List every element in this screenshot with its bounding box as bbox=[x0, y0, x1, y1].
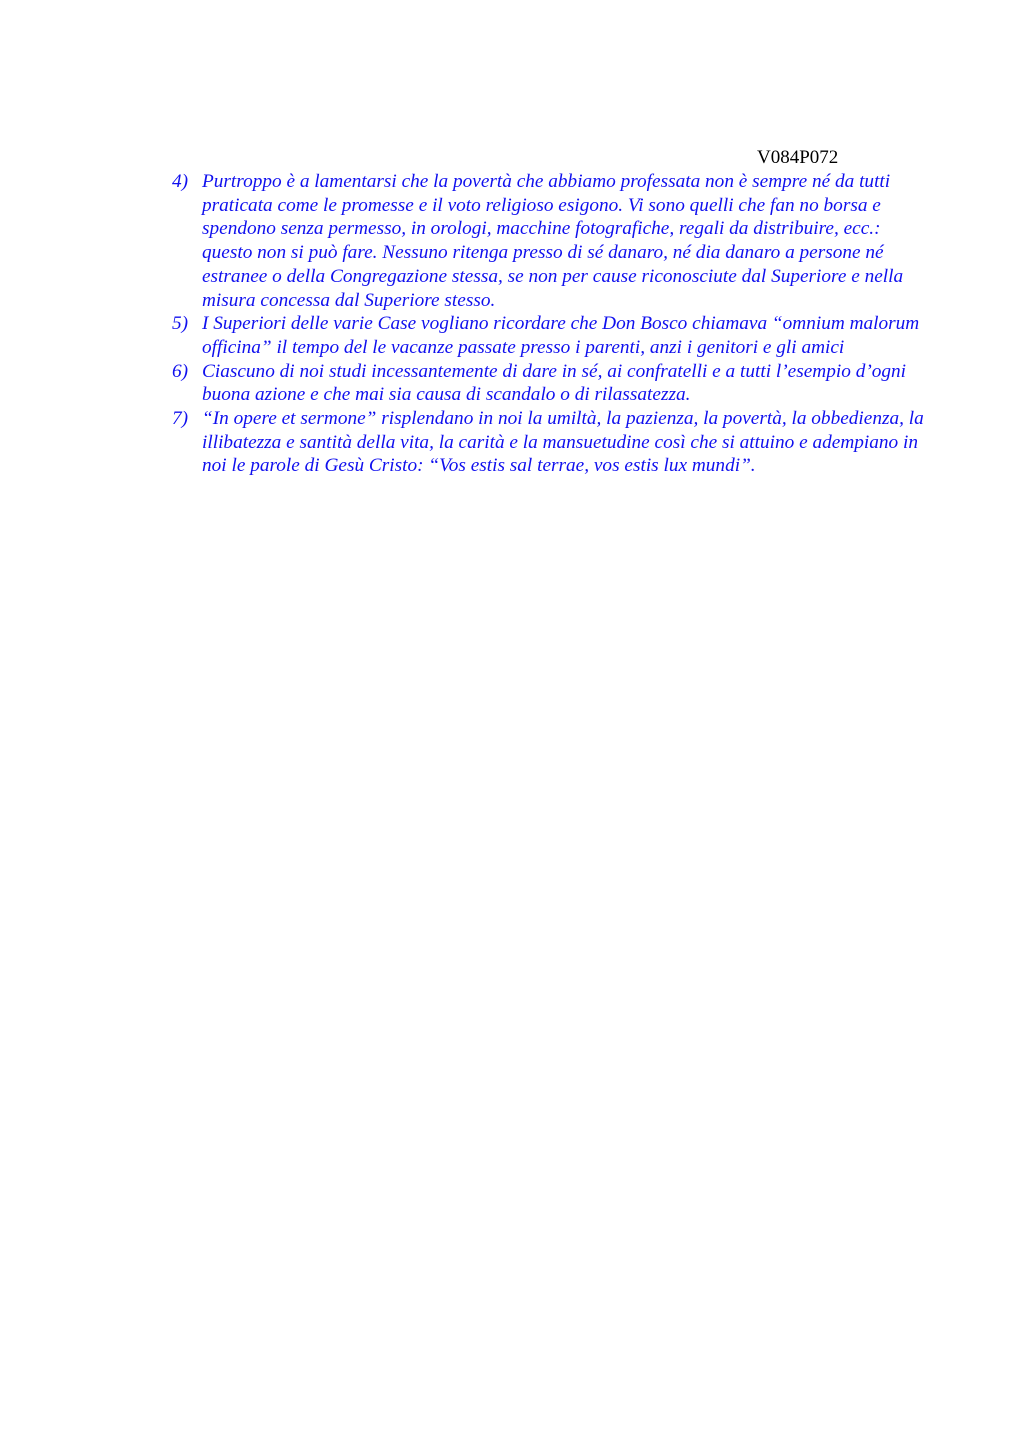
list-item-number: 5) bbox=[172, 313, 189, 335]
list-item-text: Ciascuno di noi studi incessantemente di dare in sé, ai confratelli e a tutti l’esempio d’ogni buona azione e che mai sia causa di scandalo o di rilassatezza. bbox=[202, 360, 907, 406]
list-item bbox=[168, 360, 928, 407]
list-item bbox=[168, 407, 928, 478]
list-item-text: I Superiori delle varie Case vogliano ricordare che Don Bosco chiamava “omnium malorum officina” il tempo del le vacanze passate presso i parenti, anzi i genitori e gli amici bbox=[202, 313, 920, 358]
list-item-text: Purtroppo è a lamentarsi che la povertà che abbiamo professata non è sempre né da tutti praticata come le promesse e il voto religioso esigono. Vi sono quelli che fan no borsa e spendono senza permesso, in orologi, macchine fotografiche, regali da distribuire, ecc.: questo non si può fare. Nessuno ritenga presso di sé danaro, né dia danaro a persone né estranee o della Congregazione stessa, se non per cause riconosciute dal Superiore e nella misura concessa dal Superiore stesso. bbox=[202, 171, 904, 311]
numbered-list bbox=[168, 170, 928, 478]
list-item bbox=[168, 170, 928, 312]
list-item-number: 6) bbox=[172, 360, 189, 382]
list-item-number: 7) bbox=[172, 408, 189, 430]
list-item-text: “In opere et sermone” risplendano in noi la umiltà, la pazienza, la povertà, la obbedienza, la illibatezza e santità della vita, la carità e la mansuetudine così che si attuino e adempiano in noi le parole di Gesù Cristo: “Vos estis sal terrae, vos estis lux mundi”. bbox=[202, 408, 924, 477]
list-item bbox=[168, 312, 928, 359]
page-code: V084P072 bbox=[757, 147, 839, 168]
list-item-number: 4) bbox=[172, 171, 189, 192]
